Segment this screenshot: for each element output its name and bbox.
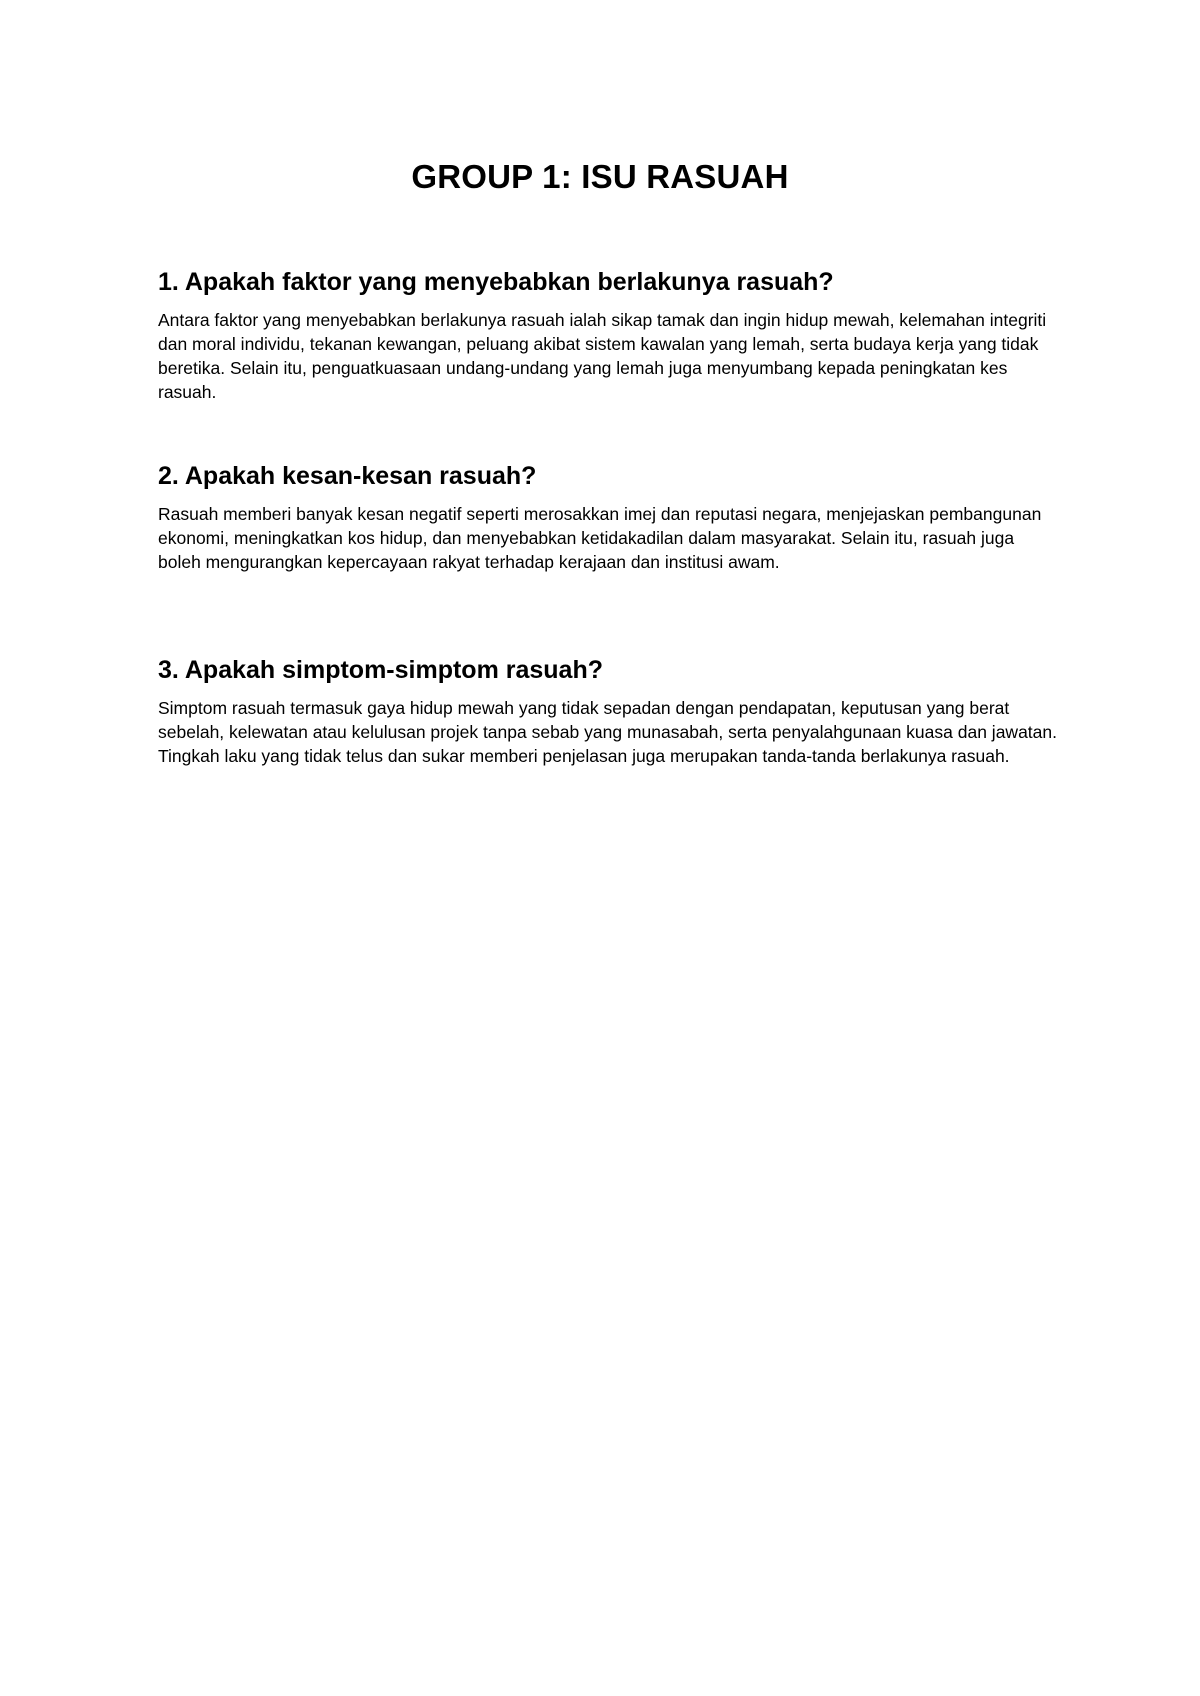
section-body: Antara faktor yang menyebabkan berlakunya rasuah ialah sikap tamak dan ingin hidup mewah, kelemahan integriti dan moral individu, tekanan kewangan, peluang akibat sistem kawalan yang lemah, serta budaya kerja yang tidak beretika. Selain itu, penguatkuasaan undang-undang yang lemah juga menyumbang kepada peningkatan kes rasuah.: [158, 310, 1047, 402]
section-body: Simptom rasuah termasuk gaya hidup mewah yang tidak sepadan dengan pendapatan, keputusan yang berat sebelah, kelewatan atau kelulusan projek tanpa sebab yang munasabah, serta penyalahgunaan kuasa dan jawatan. Tingkah laku yang tidak telus dan sukar memberi penjelasan juga merupakan tanda-tanda berlakunya rasuah.: [158, 698, 1057, 766]
section-body: Rasuah memberi banyak kesan negatif seperti merosakkan imej dan reputasi negara, menjejaskan pembangunan ekonomi, meningkatkan kos hidup, dan menyebabkan ketidakadilan dalam masyarakat. Selain itu, rasuah juga boleh mengurangkan kepercayaan rakyat terhadap kerajaan dan institusi awam.: [158, 504, 1042, 572]
document-title: GROUP 1: ISU RASUAH: [411, 158, 789, 195]
section-heading: 2. Apakah kesan-kesan rasuah?: [158, 462, 537, 490]
section-factors: [158, 266, 1058, 404]
section-effects: [158, 460, 1058, 574]
section-heading: 1. Apakah faktor yang menyebabkan berlakunya rasuah?: [158, 268, 834, 296]
section-symptoms: [158, 654, 1058, 768]
section-heading: 3. Apakah simptom-simptom rasuah?: [158, 656, 603, 684]
